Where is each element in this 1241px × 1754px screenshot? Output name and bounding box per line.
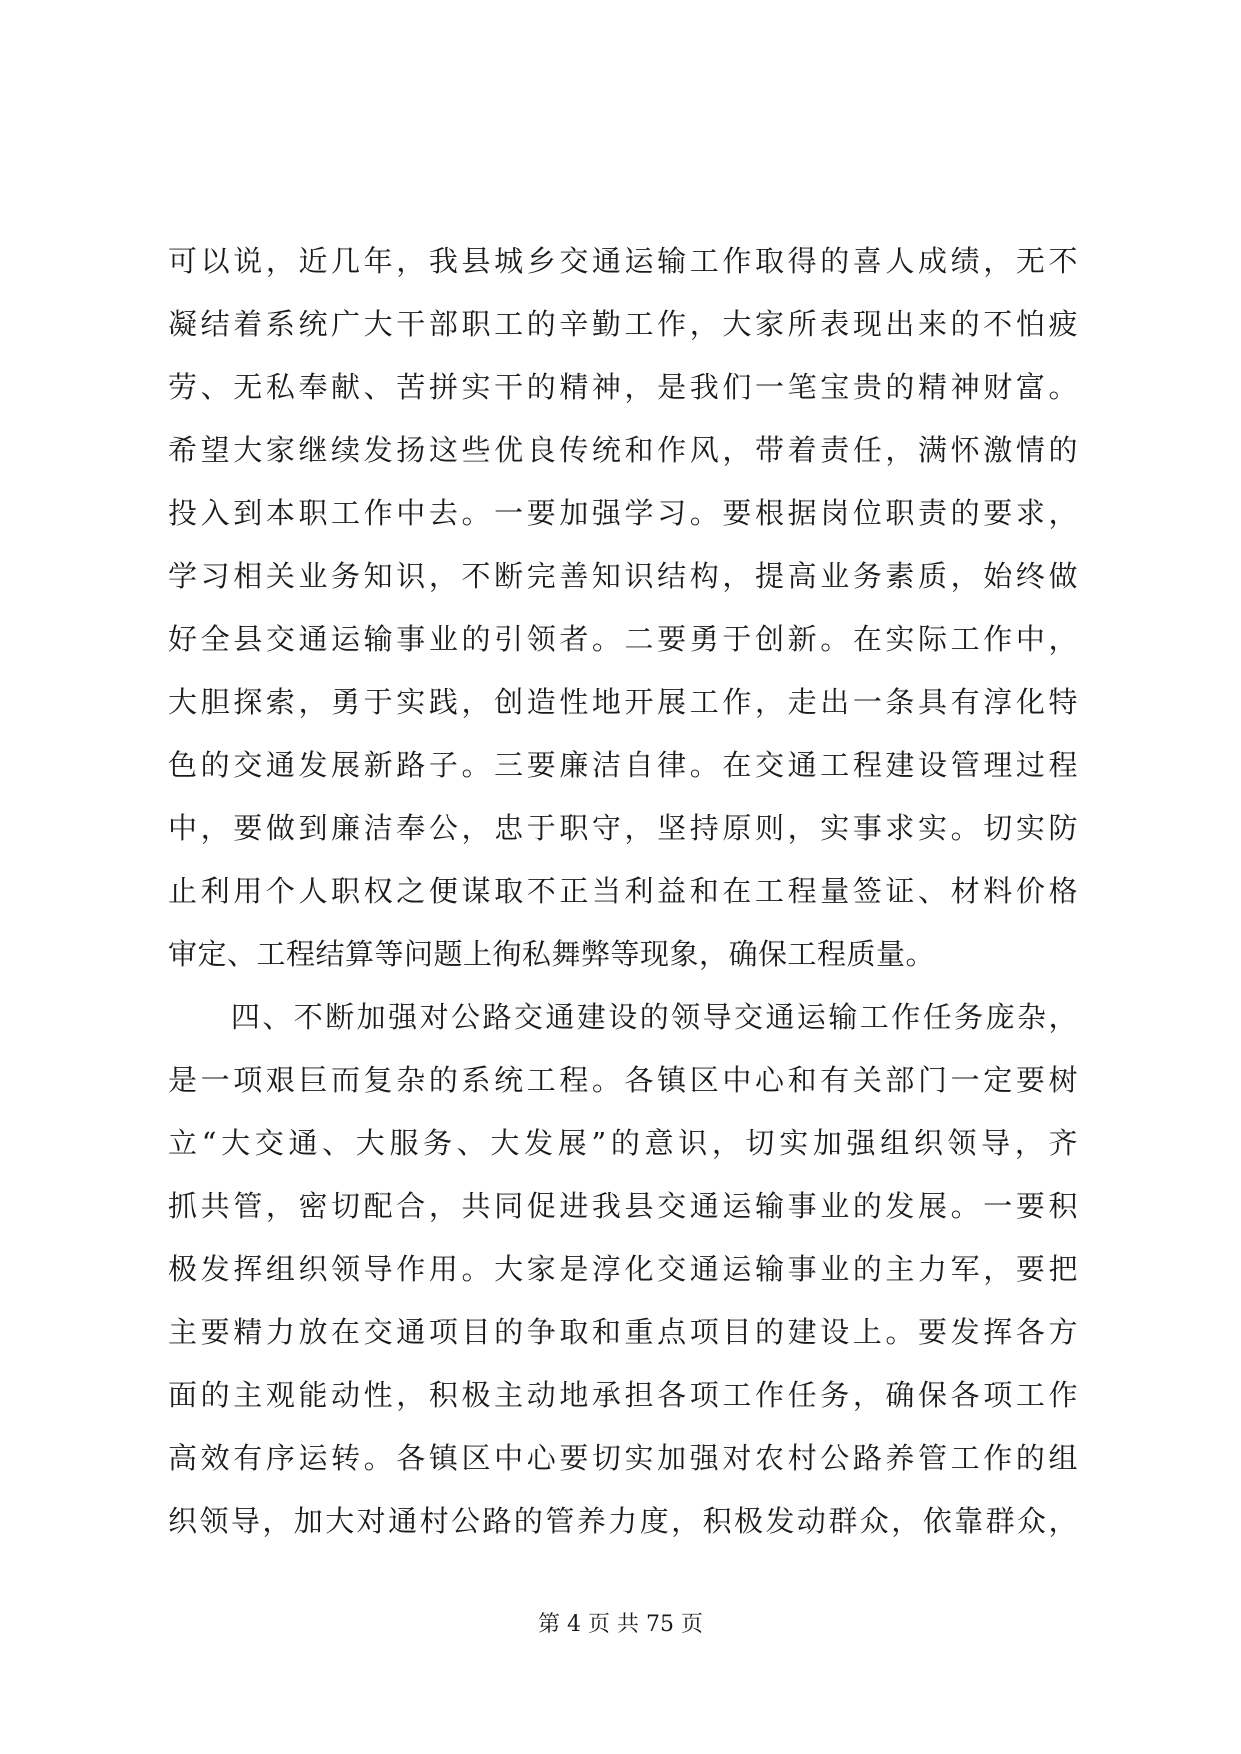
text-line: 中，要做到廉洁奉公，忠于职守，坚持原则，实事求实。切实防 [168, 811, 1078, 845]
text-line: 色的交通发展新路子。三要廉洁自律。在交通工程建设管理过程 [168, 748, 1078, 782]
paragraph-heading-line: 四、不断加强对公路交通建设的领导交通运输工作任务庞杂， [168, 1000, 1078, 1034]
text-line: 好全县交通运输事业的引领者。二要勇于创新。在实际工作中， [168, 622, 1078, 656]
body-text [168, 230, 1078, 1553]
text-line: 织领导，加大对通村公路的管养力度，积极发动群众，依靠群众， [168, 1504, 1078, 1538]
text-line: 止利用个人职权之便谋取不正当利益和在工程量签证、材料价格 [168, 874, 1078, 908]
text-line: 大胆探索，勇于实践，创造性地开展工作，走出一条具有淳化特 [168, 685, 1078, 719]
text-line: 高效有序运转。各镇区中心要切实加强对农村公路养管工作的组 [168, 1441, 1078, 1475]
text-line: 凝结着系统广大干部职工的辛勤工作，大家所表现出来的不怕疲 [168, 307, 1078, 341]
text-line: 面的主观能动性，积极主动地承担各项工作任务，确保各项工作 [168, 1378, 1078, 1412]
text-line: 审定、工程结算等问题上徇私舞弊等现象，确保工程质量。 [168, 937, 936, 971]
text-line: 可以说，近几年，我县城乡交通运输工作取得的喜人成绩，无不 [168, 244, 1078, 278]
page-footer: 第 4 页 共 75 页 [538, 1612, 703, 1637]
text-line: 立“大交通、大服务、大发展”的意识，切实加强组织领导，齐 [168, 1126, 1078, 1160]
text-line: 主要精力放在交通项目的争取和重点项目的建设上。要发挥各方 [168, 1315, 1078, 1349]
text-line: 抓共管，密切配合，共同促进我县交通运输事业的发展。一要积 [168, 1189, 1078, 1223]
text-line: 投入到本职工作中去。一要加强学习。要根据岗位职责的要求， [168, 496, 1078, 530]
text-line: 劳、无私奉献、苦拼实干的精神，是我们一笔宝贵的精神财富。 [168, 370, 1078, 404]
text-line: 极发挥组织领导作用。大家是淳化交通运输事业的主力军，要把 [168, 1252, 1078, 1286]
text-line: 学习相关业务知识，不断完善知识结构，提高业务素质，始终做 [168, 559, 1078, 593]
text-line: 是一项艰巨而复杂的系统工程。各镇区中心和有关部门一定要树 [168, 1063, 1078, 1097]
text-line: 希望大家继续发扬这些优良传统和作风，带着责任，满怀激情的 [168, 433, 1078, 467]
